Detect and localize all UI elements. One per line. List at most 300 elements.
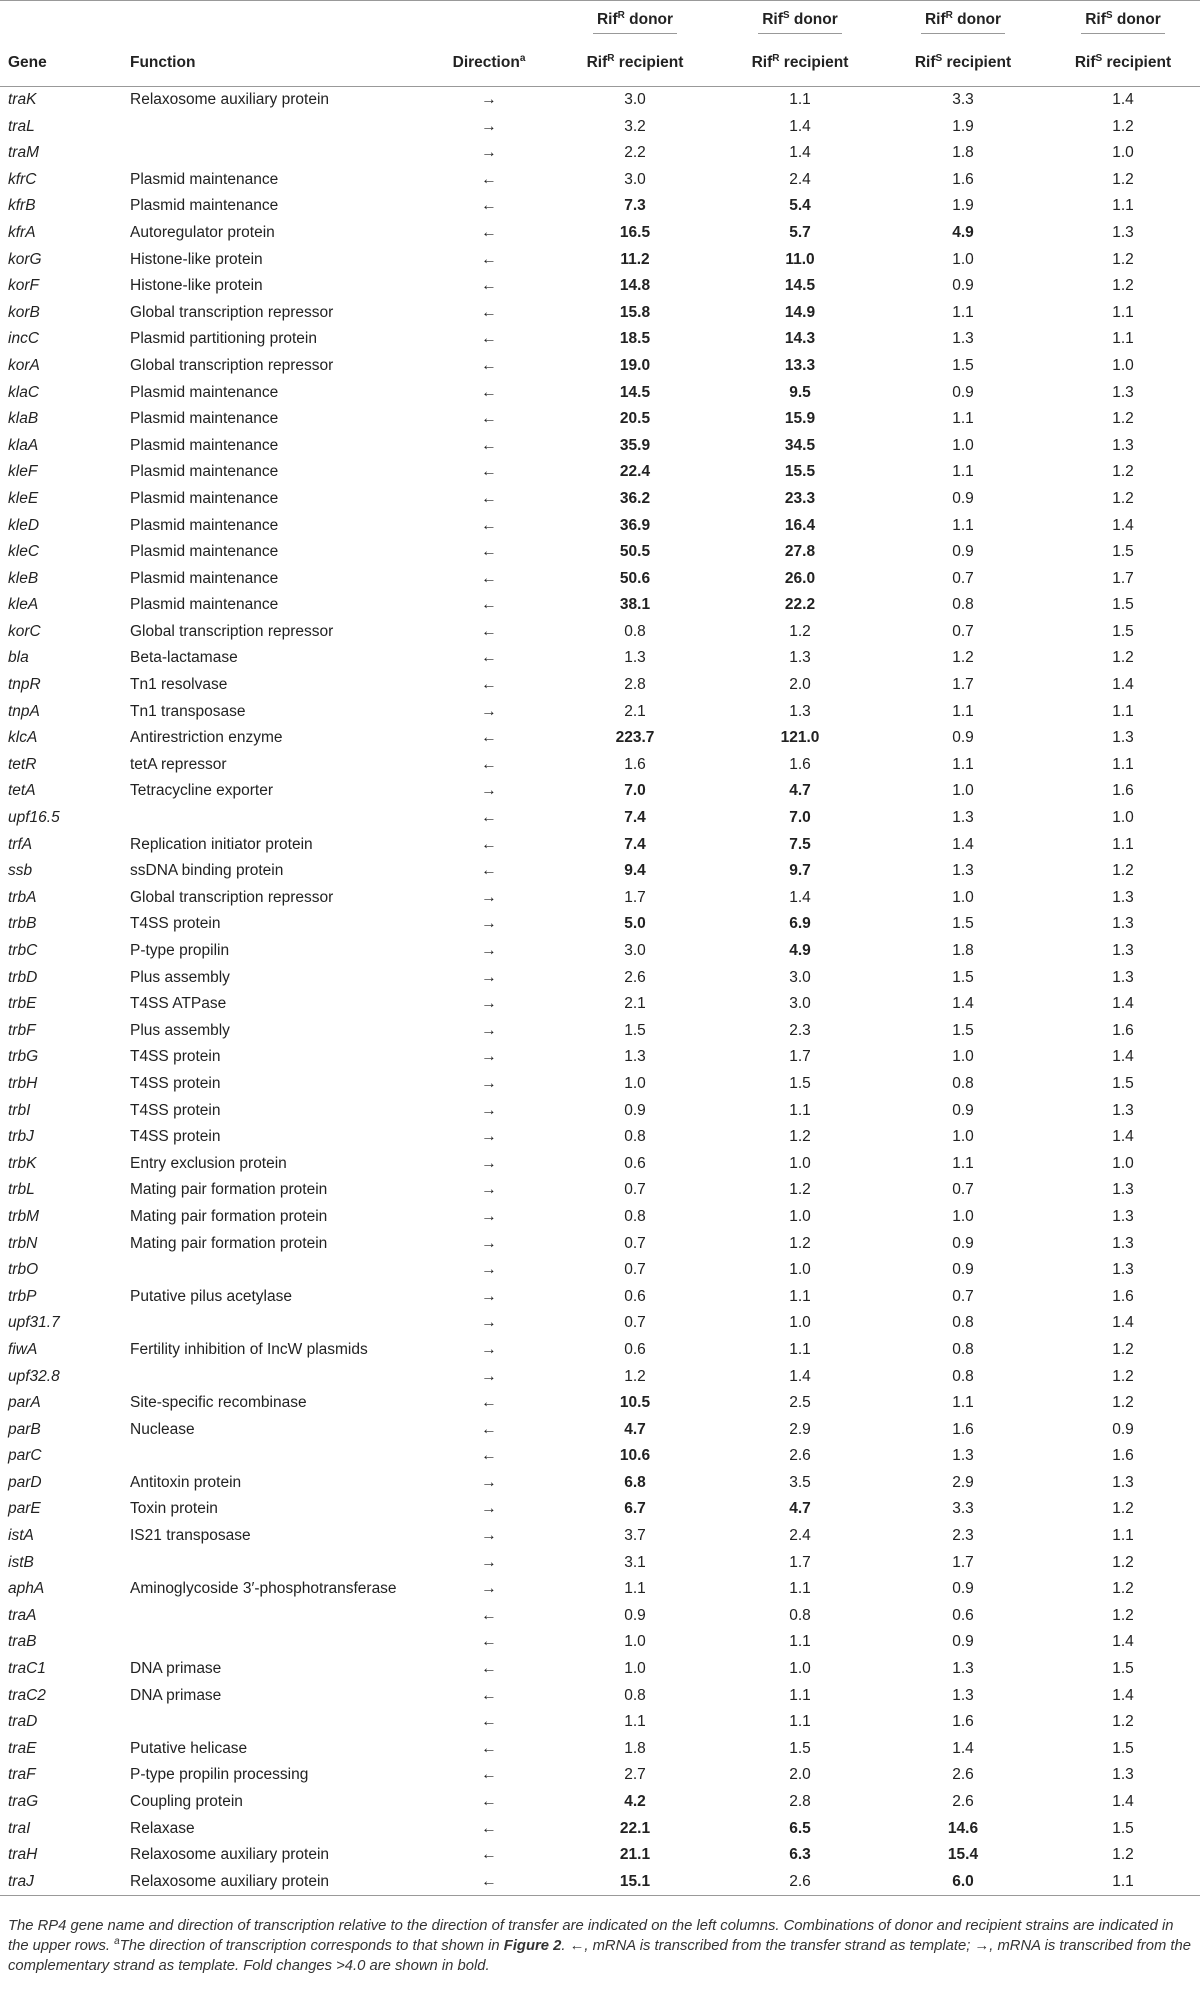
fold-change-cell: 2.5 (789, 1394, 811, 1412)
direction-arrow: → (481, 1314, 497, 1332)
table-row (0, 1364, 1200, 1391)
col1-recipient-header: Rif$^R$ recipient (550, 40, 720, 87)
direction-arrow: ← (481, 1686, 497, 1704)
table-row (0, 832, 1200, 859)
fold-change-cell: 1.2 (1112, 1846, 1134, 1864)
gene-cell: trfA (8, 835, 33, 853)
fold-change-cell: 0.9 (952, 277, 974, 295)
fold-change-cell: 1.5 (1112, 1074, 1134, 1092)
fold-change-cell: 0.9 (624, 1101, 646, 1119)
gene-cell: trbD (8, 968, 38, 986)
fold-change-cell: 2.4 (789, 170, 811, 188)
fold-change-cell: 0.9 (952, 1261, 974, 1279)
function-cell: Relaxase (130, 1819, 195, 1837)
fold-change-cell: 7.3 (624, 197, 646, 215)
table-row (0, 326, 1200, 353)
fold-change-cell: 1.3 (1112, 223, 1134, 241)
fold-change-cell: 1.7 (952, 676, 974, 694)
fold-change-cell: 1.2 (1112, 1500, 1134, 1518)
table-row (0, 1496, 1200, 1523)
fold-change-cell: 1.0 (789, 1261, 811, 1279)
fold-change-cell: 7.0 (789, 809, 811, 827)
fold-change-cell: 2.1 (624, 995, 646, 1013)
gene-cell: trbE (8, 995, 37, 1013)
col3-recipient-header: Rif$^S$ recipient (880, 40, 1046, 87)
fold-change-cell: 1.6 (1112, 1021, 1134, 1039)
function-cell: Mating pair formation protein (130, 1181, 328, 1199)
fold-change-cell: 1.2 (1112, 862, 1134, 880)
fold-change-cell: 1.1 (624, 1713, 646, 1731)
fold-change-cell: 1.0 (624, 1074, 646, 1092)
function-cell: Plasmid maintenance (130, 596, 279, 614)
direction-arrow: ← (481, 835, 497, 853)
function-cell (128, 1550, 428, 1577)
gene-cell: trbH (8, 1074, 38, 1092)
table-row (0, 220, 1200, 247)
table-row (0, 1789, 1200, 1816)
fold-change-cell: 7.5 (789, 835, 811, 853)
function-cell: Plasmid maintenance (130, 197, 279, 215)
fold-change-cell: 2.6 (624, 968, 646, 986)
table-row (0, 645, 1200, 672)
fold-change-cell: 1.1 (952, 755, 974, 773)
direction-arrow: → (481, 702, 497, 720)
fold-change-cell: 1.1 (952, 1394, 974, 1412)
fold-change-cell: 0.9 (952, 383, 974, 401)
fold-change-cell: 1.2 (1112, 1553, 1134, 1571)
table-row (0, 1177, 1200, 1204)
fold-change-cell: 1.3 (1112, 968, 1134, 986)
fold-change-cell: 1.1 (1112, 330, 1134, 348)
direction-arrow: ← (481, 489, 497, 507)
fold-change-cell: 4.7 (789, 1500, 811, 1518)
fold-change-cell: 1.3 (1112, 1234, 1134, 1252)
fold-change-cell: 1.1 (789, 1580, 811, 1598)
function-cell: Plasmid maintenance (130, 383, 279, 401)
function-cell: Replication initiator protein (130, 835, 313, 853)
function-cell: Plasmid maintenance (130, 543, 279, 561)
fold-change-cell: 22.4 (619, 463, 651, 481)
table-row (0, 965, 1200, 992)
fold-change-cell: 1.0 (1112, 144, 1134, 162)
gene-cell: traL (8, 117, 35, 135)
function-cell: Putative pilus acetylase (130, 1287, 292, 1305)
fold-change-cell: 36.9 (619, 516, 651, 534)
fold-change-cell: 3.0 (624, 942, 646, 959)
fold-change-cell: 1.0 (1112, 1154, 1134, 1172)
function-cell: T4SS protein (130, 915, 221, 933)
direction-arrow: ← (481, 277, 497, 295)
gene-cell: trbM (8, 1207, 39, 1225)
fold-change-cell: 1.5 (789, 1739, 811, 1757)
fold-change-cell: 1.3 (1112, 942, 1134, 959)
fold-change-cell: 0.8 (789, 1606, 811, 1624)
direction-arrow: ← (481, 410, 497, 428)
fold-change-cell: 2.7 (624, 1766, 646, 1784)
fold-change-cell: 5.4 (789, 197, 811, 215)
gene-cell: kleF (8, 463, 38, 481)
fold-change-cell: 6.9 (789, 915, 811, 933)
fold-change-cell: 1.0 (1112, 356, 1134, 374)
fold-change-cell: 1.5 (1112, 622, 1134, 640)
direction-arrow: ← (481, 223, 497, 241)
fold-change-cell: 3.1 (624, 1553, 646, 1571)
gene-cell: parD (8, 1473, 42, 1491)
table-row (0, 140, 1200, 167)
function-cell: Relaxosome auxiliary protein (128, 1869, 428, 1896)
table-row (0, 193, 1200, 220)
table-row (0, 380, 1200, 407)
fold-change-cell: 3.0 (789, 995, 811, 1013)
gene-cell: trbP (8, 1287, 37, 1305)
gene-cell: korC (8, 622, 41, 640)
table-row (0, 885, 1200, 912)
function-cell: T4SS protein (130, 1048, 221, 1066)
direction-arrow: → (481, 782, 497, 800)
function-cell: Coupling protein (130, 1793, 243, 1810)
fold-change-cell: 2.6 (789, 1447, 811, 1465)
fold-change-cell: 1.9 (952, 117, 974, 135)
table-row (0, 619, 1200, 646)
function-cell: T4SS protein (130, 1101, 221, 1119)
fold-change-cell: 1.2 (1112, 1606, 1134, 1624)
direction-arrow: ← (481, 463, 497, 481)
fold-change-cell: 1.3 (1112, 1261, 1134, 1279)
fold-change-cell: 1.1 (789, 1340, 811, 1358)
direction-arrow: ← (481, 516, 497, 534)
fold-change-cell: 3.3 (952, 1500, 974, 1518)
direction-arrow: → (481, 1340, 497, 1358)
fold-change-cell: 14.8 (619, 277, 651, 295)
gene-cell: tetR (8, 755, 37, 773)
fold-change-cell: 1.3 (1112, 888, 1134, 906)
gene-cell: bla (8, 649, 29, 667)
gene-cell: incC (8, 330, 40, 348)
fold-change-cell: 1.3 (1112, 1181, 1134, 1199)
direction-arrow: ← (481, 755, 497, 773)
fold-change-cell: 9.4 (624, 862, 646, 880)
direction-arrow: → (481, 1473, 497, 1491)
gene-cell: tetA (8, 782, 36, 800)
gene-cell: istB (8, 1553, 34, 1571)
fold-change-cell: 6.3 (789, 1846, 811, 1864)
direction-arrow: ← (481, 1793, 497, 1810)
function-cell (128, 1443, 428, 1470)
fold-change-cell: 0.7 (624, 1261, 646, 1279)
fold-change-cell: 14.9 (784, 303, 816, 321)
fold-change-cell: 1.1 (952, 303, 974, 321)
fold-change-cell: 1.3 (789, 649, 811, 667)
function-cell: Plasmid maintenance (130, 436, 279, 454)
function-cell (128, 1709, 428, 1736)
fold-change-cell: 1.4 (789, 1367, 811, 1385)
fold-change-cell: 1.5 (952, 356, 974, 374)
direction-arrow: → (481, 1101, 497, 1119)
fold-change-cell: 0.8 (624, 1207, 646, 1225)
function-cell: P-type propilin processing (130, 1766, 309, 1784)
fold-change-cell: 20.5 (619, 410, 651, 428)
fold-change-cell: 1.6 (952, 1420, 974, 1438)
fold-change-cell: 6.7 (624, 1500, 646, 1518)
fold-change-cell: 1.6 (1112, 782, 1134, 800)
gene-cell: tnpA (8, 702, 40, 720)
gene-cell: tnpR (8, 676, 41, 694)
fold-change-cell: 1.3 (952, 862, 974, 880)
fold-change-cell: 1.1 (952, 516, 974, 534)
fold-change-cell: 1.2 (1112, 1394, 1134, 1412)
fold-change-cell: 4.7 (789, 782, 811, 800)
fold-change-cell: 10.5 (619, 1394, 651, 1412)
fold-change-cell: 223.7 (615, 729, 655, 747)
fold-change-cell: 1.3 (1112, 1101, 1134, 1119)
fold-change-cell: 2.8 (789, 1793, 811, 1810)
fold-change-cell: 1.0 (952, 250, 974, 268)
table-row (0, 87, 1200, 114)
gene-cell: klaC (8, 383, 40, 401)
table-row (0, 1044, 1200, 1071)
fold-change-cell: 15.5 (784, 463, 816, 481)
fold-change-cell: 0.6 (952, 1606, 974, 1624)
direction-arrow: → (481, 968, 497, 986)
fold-change-cell: 1.3 (1112, 915, 1134, 933)
fold-change-cell: 1.1 (1112, 197, 1134, 215)
direction-arrow: ← (481, 383, 497, 401)
table-row (0, 1417, 1200, 1444)
table-row (0, 1337, 1200, 1364)
direction-arrow: → (481, 1553, 497, 1571)
gene-cell: fiwA (8, 1340, 38, 1358)
function-cell: Plasmid maintenance (130, 170, 279, 188)
direction-arrow: ← (481, 676, 497, 694)
function-cell: Plasmid maintenance (130, 410, 279, 428)
direction-arrow: → (481, 1287, 497, 1305)
function-cell: Plasmid maintenance (130, 569, 279, 587)
fold-change-cell: 2.1 (624, 702, 646, 720)
fold-change-cell: 10.6 (619, 1447, 651, 1465)
gene-cell: trbA (8, 888, 37, 906)
table-row (0, 1151, 1200, 1178)
gene-cell: kfrA (8, 223, 36, 241)
fold-change-cell: 1.4 (1112, 1314, 1134, 1332)
fold-change-cell: 1.1 (952, 410, 974, 428)
function-cell: Antirestriction enzyme (130, 729, 283, 747)
fold-change-cell: 1.1 (1046, 1869, 1200, 1896)
direction-arrow: → (481, 995, 497, 1013)
table-row (0, 1550, 1200, 1577)
table-row (0, 991, 1200, 1018)
fold-change-cell: 1.1 (624, 1580, 646, 1598)
table-row (0, 513, 1200, 540)
fold-change-cell: 13.3 (784, 356, 816, 374)
function-cell: Global transcription repressor (130, 888, 334, 906)
function-cell: Aminoglycoside 3′-phosphotransferase (130, 1580, 397, 1598)
gene-cell: traC1 (8, 1660, 46, 1678)
table-row (0, 1098, 1200, 1125)
fold-change-cell: 18.5 (619, 330, 651, 348)
fold-change-cell: 2.6 (720, 1869, 880, 1896)
table-row (0, 1470, 1200, 1497)
gene-cell: traJ (0, 1869, 128, 1896)
direction-arrow: → (481, 91, 497, 108)
fold-change-cell: 0.7 (624, 1181, 646, 1199)
table-row (0, 1603, 1200, 1630)
fold-change-cell: 0.9 (952, 729, 974, 747)
fold-change-cell: 2.6 (952, 1793, 974, 1810)
function-cell: DNA primase (130, 1660, 222, 1678)
table-row (0, 1310, 1200, 1337)
fold-change-cell: 23.3 (784, 489, 816, 507)
fold-change-cell: 1.2 (1112, 170, 1134, 188)
fold-change-cell: 3.0 (624, 170, 646, 188)
gene-cell: trbK (8, 1154, 37, 1172)
fold-change-cell: 19.0 (619, 356, 651, 374)
direction-arrow: ← (428, 1869, 550, 1896)
table-row (0, 778, 1200, 805)
fold-change-cell: 6.0 (880, 1869, 1046, 1896)
fold-change-cell: 9.7 (789, 862, 811, 880)
table-row (0, 1656, 1200, 1683)
function-cell (128, 1310, 428, 1337)
gene-cell: traK (8, 91, 37, 108)
function-cell: Relaxosome auxiliary protein (130, 1846, 330, 1864)
function-cell: Mating pair formation protein (130, 1207, 328, 1225)
direction-arrow: ← (481, 436, 497, 454)
function-cell: Autoregulator protein (130, 223, 275, 241)
table-row (0, 1629, 1200, 1656)
fold-change-cell: 1.4 (952, 1739, 974, 1757)
fold-change-cell: 1.1 (789, 1633, 811, 1651)
fold-change-cell: 0.7 (624, 1314, 646, 1332)
fold-change-cell: 16.4 (784, 516, 816, 534)
gene-cell: trbI (8, 1101, 31, 1119)
table-row (0, 167, 1200, 194)
gene-cell: traB (8, 1633, 37, 1651)
direction-arrow: ← (481, 303, 497, 321)
fold-change-cell: 11.0 (785, 250, 815, 268)
direction-arrow: → (481, 888, 497, 906)
fold-change-cell: 1.0 (789, 1207, 811, 1225)
fold-change-cell: 1.1 (789, 1686, 811, 1704)
fold-change-cell: 0.9 (952, 1234, 974, 1252)
fold-change-cell: 1.7 (952, 1553, 974, 1571)
fold-change-cell: 22.2 (784, 596, 816, 614)
fold-change-cell: 38.1 (619, 596, 651, 614)
direction-arrow: ← (481, 1633, 497, 1651)
gene-cell: upf31.7 (8, 1314, 60, 1332)
fold-change-cell: 1.5 (1112, 1819, 1134, 1837)
function-cell: Histone-like protein (130, 250, 263, 268)
fold-change-cell: 1.2 (1112, 1713, 1134, 1731)
table-row (0, 1390, 1200, 1417)
gene-cell: traE (8, 1739, 37, 1757)
fold-change-cell: 1.3 (789, 702, 811, 720)
direction-arrow: ← (481, 1713, 497, 1731)
function-cell: Histone-like protein (130, 277, 263, 295)
fold-change-cell: 7.4 (624, 835, 646, 853)
fold-change-cell: 0.7 (952, 569, 974, 587)
table-row (0, 1443, 1200, 1470)
function-cell: Toxin protein (130, 1500, 218, 1518)
fold-change-cell: 1.1 (952, 1154, 974, 1172)
function-cell: Beta-lactamase (130, 649, 238, 667)
fold-change-cell: 1.4 (952, 995, 974, 1013)
table-row (0, 699, 1200, 726)
fold-change-cell: 1.6 (624, 755, 646, 773)
fold-change-cell: 1.6 (1112, 1287, 1134, 1305)
fold-change-cell: 0.8 (952, 1340, 974, 1358)
fold-change-cell: 1.2 (1112, 277, 1134, 295)
direction-arrow: ← (481, 622, 497, 640)
function-cell: Plasmid maintenance (130, 463, 279, 481)
fold-change-cell: 14.5 (619, 383, 651, 401)
fold-change-cell: 1.0 (789, 1660, 811, 1678)
function-cell: Mating pair formation protein (130, 1234, 328, 1252)
fold-change-cell: 15.1 (550, 1869, 720, 1896)
fold-change-cell: 1.8 (624, 1739, 646, 1757)
gene-cell: korF (8, 277, 39, 295)
function-cell: T4SS ATPase (130, 995, 227, 1013)
fold-change-cell: 2.3 (789, 1021, 811, 1039)
fold-change-cell: 50.5 (619, 543, 651, 561)
fold-change-cell: 1.1 (1112, 835, 1134, 853)
fold-change-cell: 1.3 (952, 330, 974, 348)
fold-change-cell: 1.8 (952, 144, 974, 162)
fold-change-cell: 1.4 (1112, 516, 1134, 534)
fold-change-cell: 1.6 (952, 1713, 974, 1731)
gene-cell: trbC (8, 942, 38, 959)
gene-cell: trbB (8, 915, 37, 933)
fold-change-cell: 1.2 (1112, 489, 1134, 507)
direction-arrow: → (481, 1527, 497, 1545)
fold-change-cell: 1.1 (1112, 702, 1134, 720)
fold-change-cell: 1.4 (1112, 1128, 1134, 1146)
function-cell: Global transcription repressor (130, 356, 334, 374)
table-row (0, 1762, 1200, 1789)
fold-change-cell: 0.8 (952, 1074, 974, 1092)
gene-cell: parA (8, 1394, 41, 1412)
fold-change-cell: 1.2 (789, 1181, 811, 1199)
fold-change-cell: 1.2 (1112, 1340, 1134, 1358)
function-cell: tetA repressor (130, 755, 227, 773)
function-cell: IS21 transposase (130, 1527, 251, 1545)
fold-change-cell: 1.3 (1112, 436, 1134, 454)
direction-arrow: → (481, 1074, 497, 1092)
fold-change-cell: 1.2 (1112, 1580, 1134, 1598)
fold-change-cell: 1.5 (1112, 543, 1134, 561)
fold-change-cell: 2.0 (789, 676, 811, 694)
fold-change-cell: 1.4 (1112, 1793, 1134, 1810)
fold-change-cell: 1.0 (952, 436, 974, 454)
fold-change-cell: 1.3 (1112, 1207, 1134, 1225)
fold-change-cell: 1.0 (952, 782, 974, 800)
fold-change-cell: 2.9 (952, 1473, 974, 1491)
col3-donor-header: Rif$^R$ donor (880, 0, 1046, 40)
table-row (0, 273, 1200, 300)
gene-cell: trbO (8, 1261, 39, 1279)
col4-recipient-header: Rif$^S$ recipient (1046, 40, 1200, 87)
fold-change-cell: 1.4 (789, 117, 811, 135)
fold-change-cell: 14.3 (784, 330, 816, 348)
direction-arrow: → (481, 1207, 497, 1225)
fold-change-cell: 2.4 (789, 1527, 811, 1545)
direction-arrow: ← (481, 330, 497, 348)
direction-arrow: ← (481, 1394, 497, 1412)
fold-change-cell: 1.2 (1112, 117, 1134, 135)
fold-change-cell: 15.8 (619, 303, 651, 321)
gene-cell: traF (8, 1766, 36, 1784)
function-cell: DNA primase (130, 1686, 222, 1704)
table-row (0, 539, 1200, 566)
